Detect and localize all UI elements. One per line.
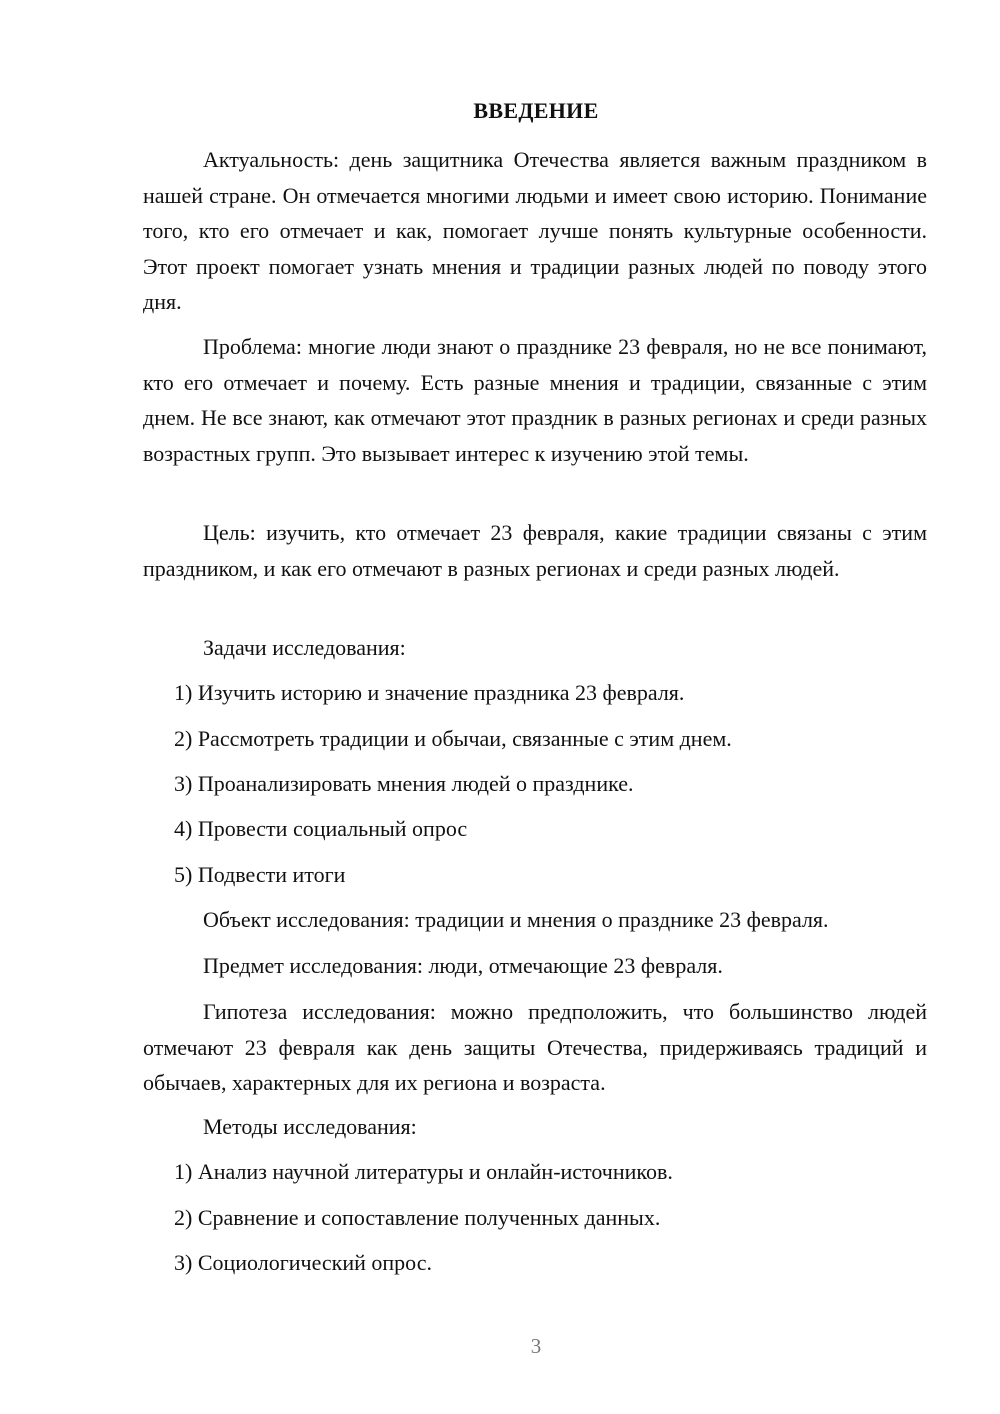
- page-number: 3: [530, 1334, 542, 1358]
- relevance-paragraph: Актуальность: день защитника Отечества является важным праздником в нашей стране. Он отмечается многими людьми и имеет свою историю. Понимание того, кто его отмечает и как, помогает лучше понять культурные особенности. Этот проект помогает узнать мнения и традиции разных людей по поводу этого дня.: [143, 147, 927, 314]
- method-item: 3) Социологический опрос.: [174, 1250, 432, 1275]
- task-item: 3) Проанализировать мнения людей о празднике.: [174, 771, 634, 796]
- task-item: 5) Подвести итоги: [174, 862, 346, 887]
- methods-heading: Методы исследования:: [203, 1114, 417, 1139]
- object-paragraph: Объект исследования: традиции и мнения о празднике 23 февраля.: [203, 907, 829, 932]
- task-item: 2) Рассмотреть традиции и обычаи, связанные с этим днем.: [174, 726, 732, 751]
- task-item: 1) Изучить историю и значение праздника 23 февраля.: [174, 680, 685, 705]
- goal-paragraph: Цель: изучить, кто отмечает 23 февраля, какие традиции связаны с этим праздником, и как его отмечают в разных регионах и среди разных людей.: [143, 520, 927, 581]
- page-title: ВВЕДЕНИЕ: [473, 98, 599, 123]
- method-item: 2) Сравнение и сопоставление полученных данных.: [174, 1205, 661, 1230]
- problem-paragraph: Проблема: многие люди знают о празднике 23 февраля, но не все понимают, кто его отмечает и почему. Есть разные мнения и традиции, связанные с этим днем. Не все знают, как отмечают этот праздник в разных регионах и среди разных возрастных групп. Это вызывает интерес к изучению этой темы.: [143, 334, 927, 466]
- tasks-heading: Задачи исследования:: [203, 635, 406, 660]
- task-item: 4) Провести социальный опрос: [174, 816, 468, 841]
- subject-paragraph: Предмет исследования: люди, отмечающие 23 февраля.: [203, 953, 723, 978]
- hypothesis-paragraph: Гипотеза исследования: можно предположить, что большинство людей отмечают 23 февраля как день защиты Отечества, придерживаясь традиций и обычаев, характерных для их региона и возраста.: [143, 999, 927, 1095]
- method-item: 1) Анализ научной литературы и онлайн-источников.: [174, 1159, 673, 1184]
